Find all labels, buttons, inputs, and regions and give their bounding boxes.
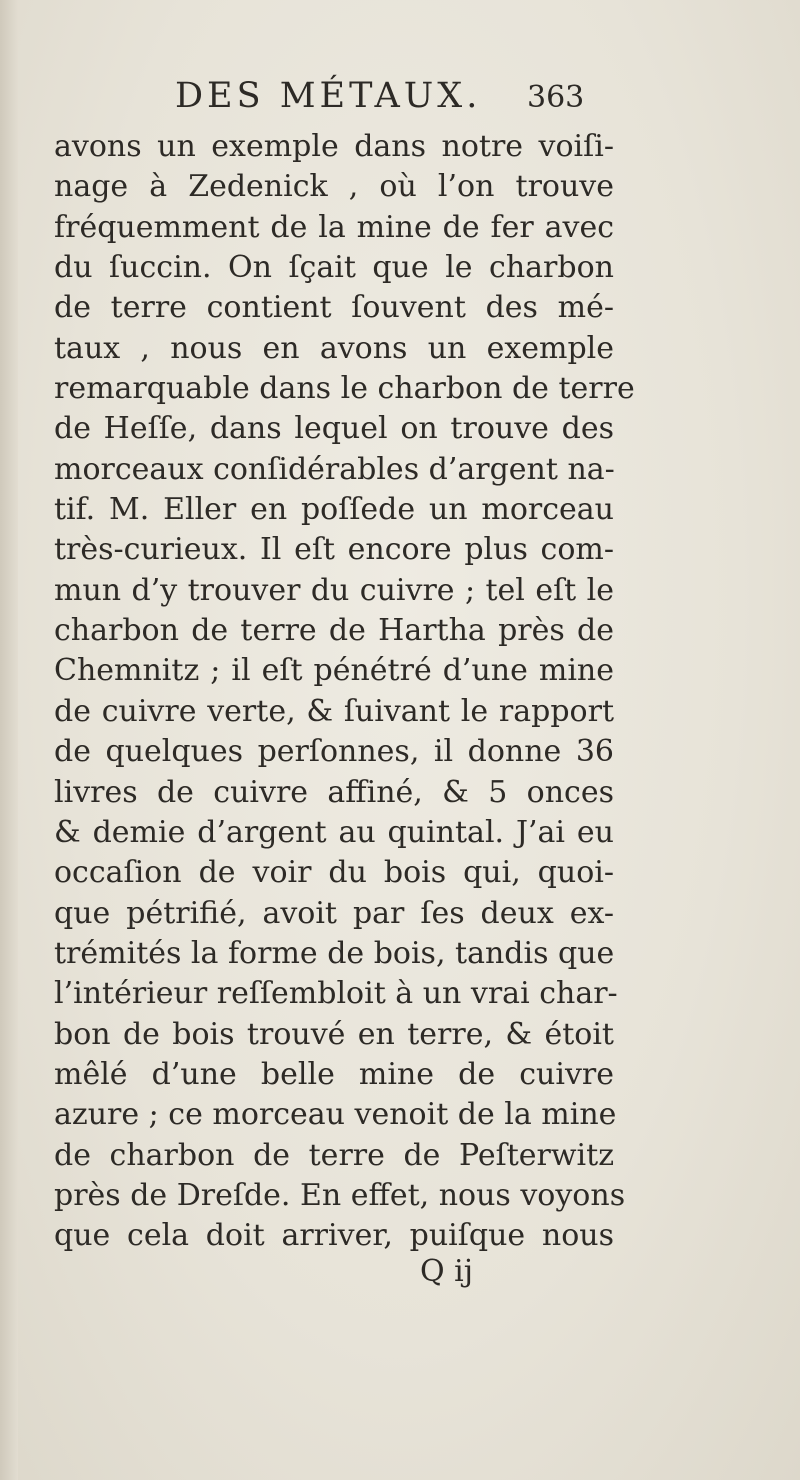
- text-line: de Heſſe, dans lequel on trouve des: [54, 411, 614, 447]
- text-line: que cela doit arriver, puiſque nous: [54, 1218, 614, 1254]
- signature-mark: Q ij: [420, 1254, 474, 1289]
- text-line: nage à Zedenick , où l’on trouve: [54, 169, 614, 205]
- running-title: DES MÉTAUX.: [175, 76, 482, 116]
- text-line: & demie d’argent au quintal. J’ai eu: [54, 814, 614, 850]
- text-line: mun d’y trouver du cuivre ; tel eſt le: [54, 572, 614, 608]
- text-line: que pétrifié, avoit par ſes deux ex-: [54, 895, 614, 931]
- text-line: remarquable dans le charbon de terre: [54, 371, 635, 407]
- text-line: livres de cuivre affiné, & 5 onces: [54, 774, 614, 810]
- body-text: [54, 127, 635, 1257]
- text-line: taux , nous en avons un exemple: [54, 330, 614, 366]
- text-line: de terre contient ſouvent des mé-: [54, 290, 614, 326]
- text-line: près de Dreſde. En effet, nous voyons: [54, 1177, 626, 1213]
- text-line: de charbon de terre de Peſterwitz: [54, 1137, 614, 1173]
- text-line: avons un exemple dans notre voiſi-: [54, 129, 614, 164]
- text-line: morceaux conſidérables d’argent na-: [54, 451, 615, 487]
- text-line: fréquemment de la mine de fer avec: [54, 209, 614, 245]
- text-line: de cuivre verte, & ſuivant le rapport: [54, 693, 614, 729]
- text-line: de quelques perſonnes, il donne 36: [54, 734, 614, 770]
- text-line: mêlé d’une belle mine de cuivre: [54, 1056, 614, 1092]
- text-line: trémités la forme de bois, tandis que: [54, 935, 615, 971]
- text-line: occaſion de voir du bois qui, quoi-: [54, 855, 614, 891]
- text-line: du ſuccin. On ſçait que le charbon: [54, 250, 614, 286]
- text-line: azure ; ce morceau venoit de la mine: [54, 1097, 617, 1133]
- text-line: charbon de terre de Hartha près de: [54, 613, 614, 649]
- text-line: très-curieux. Il eſt encore plus com-: [54, 532, 614, 568]
- text-line: Chemnitz ; il eſt pénétré d’une mine: [54, 653, 614, 689]
- text-line: tif. M. Eller en poſſede un morceau: [54, 492, 614, 528]
- running-header: [175, 76, 615, 126]
- text-line: bon de bois trouvé en terre, & étoit: [54, 1016, 614, 1052]
- text-line: l’intérieur reſſembloit à un vrai char-: [54, 976, 618, 1012]
- page-gutter: [0, 0, 18, 1480]
- page-number: 363: [527, 80, 585, 115]
